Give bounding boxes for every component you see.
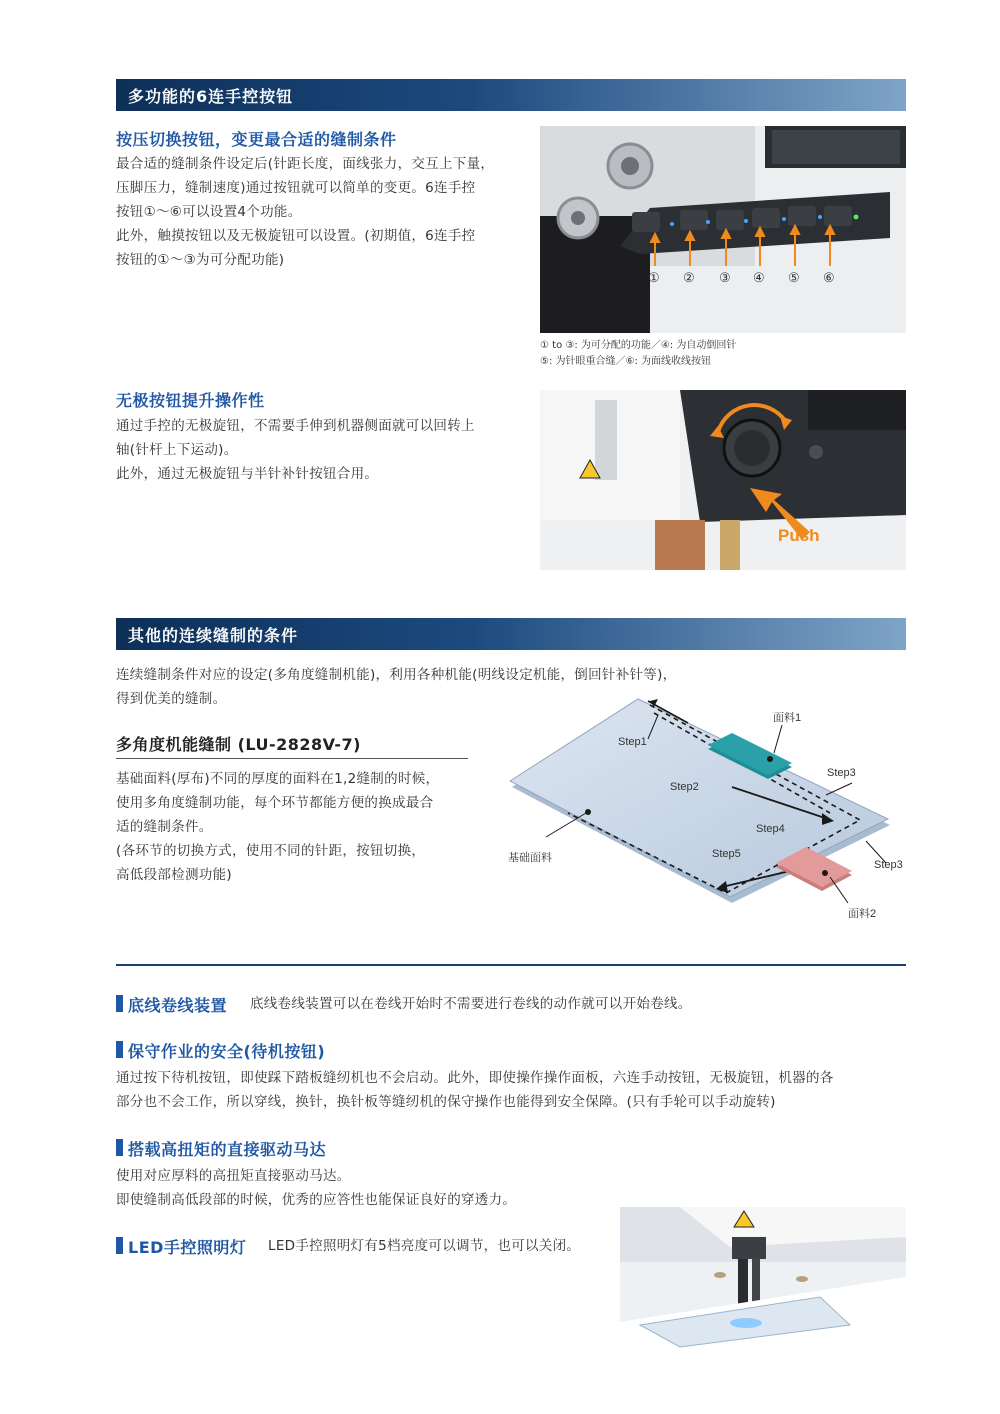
section-title: 多功能的6连手控按钮 (128, 87, 294, 106)
text-line: 此外，通过无极旋钮与半针补针按钮合用。 (116, 466, 379, 482)
photo-led-light (620, 1207, 906, 1357)
label-step5: Step5 (712, 848, 741, 860)
heading-marker (116, 1237, 123, 1254)
photo-caption-line: ⑤: 为针眼重合缝／⑥: 为面线收线按钮 (540, 356, 712, 367)
heading-direct-drive-motor: 搭载高扭矩的直接驱动马达 (128, 1140, 327, 1159)
photo-stepless-knob (540, 390, 906, 570)
callout-number: ④ (753, 270, 765, 285)
text-line: 按钮①～⑥可以设置4个功能。 (116, 204, 302, 220)
text-line: 最合适的缝制条件设定后(针距长度，面线张力，交互上下量， (116, 156, 495, 172)
multi-angle-diagram (500, 695, 910, 925)
divider (116, 758, 468, 759)
section-divider (116, 964, 906, 966)
knob-illustration (540, 390, 906, 570)
text-line: 使用对应厚料的高扭矩直接驱动马达。 (116, 1168, 351, 1184)
callout-number: ③ (719, 270, 731, 285)
label-step1: Step1 (618, 736, 647, 748)
text-line: 基础面料(厚布)不同的厚度的面料在1,2缝制的时候， (116, 771, 440, 787)
section-title: 其他的连续缝制的条件 (128, 626, 299, 645)
text-line: 适的缝制条件。 (116, 819, 213, 835)
heading-marker (116, 1139, 123, 1156)
push-label: Push (778, 526, 820, 545)
label-fabric2: 面料2 (848, 908, 877, 920)
subheading-multi-angle: 多角度机能缝制 (LU-2828V-7) (116, 735, 361, 754)
panel-illustration (540, 126, 906, 333)
photo-caption-line: ① to ③: 为可分配的功能／④: 为自动倒回针 (540, 340, 737, 351)
callout-number: ② (683, 270, 695, 285)
text-line: 此外，触摸按钮以及无极旋钮可以设置。(初期值，6连手控 (116, 228, 476, 244)
text-line: 压脚压力，缝制速度)通过按钮就可以简单的变更。6连手控 (116, 180, 476, 196)
paragraph-multi-angle (116, 767, 476, 887)
text-line: 轴(针杆上下运动)。 (116, 442, 238, 458)
subheading-stepless-knob: 无极按钮提升操作性 (116, 391, 265, 410)
label-step3: Step3 (874, 859, 903, 871)
text-line: 即使缝制高低段部的时候，优秀的应答性也能保证良好的穿透力。 (116, 1192, 517, 1208)
text-line: 得到优美的缝制。 (116, 691, 227, 707)
section-bar-multifunction (116, 79, 906, 111)
heading-marker (116, 995, 123, 1012)
text-line: 按钮的①～③为可分配功能) (116, 252, 285, 268)
paragraph-stepless-knob (116, 414, 526, 486)
paragraph-safety (116, 1066, 906, 1114)
text-bobbin-winder (250, 992, 900, 1016)
subheading-switch-buttons: 按压切换按钮，变更最合适的缝制条件 (116, 130, 397, 149)
text-line: 通过按下待机按钮，即使踩下踏板缝纫机也不会启动。此外，即使操作操作面板，六连手动按钮，无极旋钮，机器的各 (116, 1070, 834, 1086)
label-step2: Step2 (670, 781, 699, 793)
label-base-fabric: 基础面料 (508, 852, 552, 864)
heading-safety-standby: 保守作业的安全(待机按钮) (128, 1042, 326, 1061)
text-line: LED手控照明灯有5档亮度可以调节，也可以关闭。 (268, 1238, 581, 1254)
paragraph-motor (116, 1164, 616, 1212)
callout-number: ⑤ (788, 270, 800, 285)
text-led-light (268, 1234, 608, 1258)
heading-led-light: LED手控照明灯 (128, 1238, 247, 1257)
section-bar-continuous-sewing (116, 618, 906, 650)
text-line: 使用多角度缝制功能，每个环节都能方便的换成最合 (116, 795, 434, 811)
paragraph-switch-buttons (116, 152, 526, 272)
text-line: (各环节的切换方式，使用不同的针距，按钮切换， (116, 843, 426, 859)
label-step4: Step4 (756, 823, 785, 835)
led-illustration (620, 1207, 906, 1357)
text-line: 高低段部检测功能) (116, 867, 232, 883)
text-line: 底线卷线装置可以在卷线开始时不需要进行卷线的动作就可以开始卷线。 (250, 996, 692, 1012)
label-fabric1: 面料1 (773, 712, 802, 724)
photo-six-button-panel (540, 126, 906, 333)
text-line: 通过手控的无极旋钮，不需要手伸到机器侧面就可以回转上 (116, 418, 475, 434)
callout-number: ⑥ (823, 270, 835, 285)
text-line: 部分也不会工作，所以穿线，换针，换针板等缝纫机的保守操作也能得到安全保障。(只有手轮可以手动旋转) (116, 1094, 776, 1110)
heading-bobbin-winder: 底线卷线装置 (128, 996, 228, 1015)
diagram-svg (500, 695, 910, 925)
callout-number: ① (648, 270, 660, 285)
heading-marker (116, 1041, 123, 1058)
text-line: 连续缝制条件对应的设定(多角度缝制机能)，利用各种机能(明线设定机能，倒回针补针等)， (116, 667, 677, 683)
label-step3: Step3 (827, 767, 856, 779)
